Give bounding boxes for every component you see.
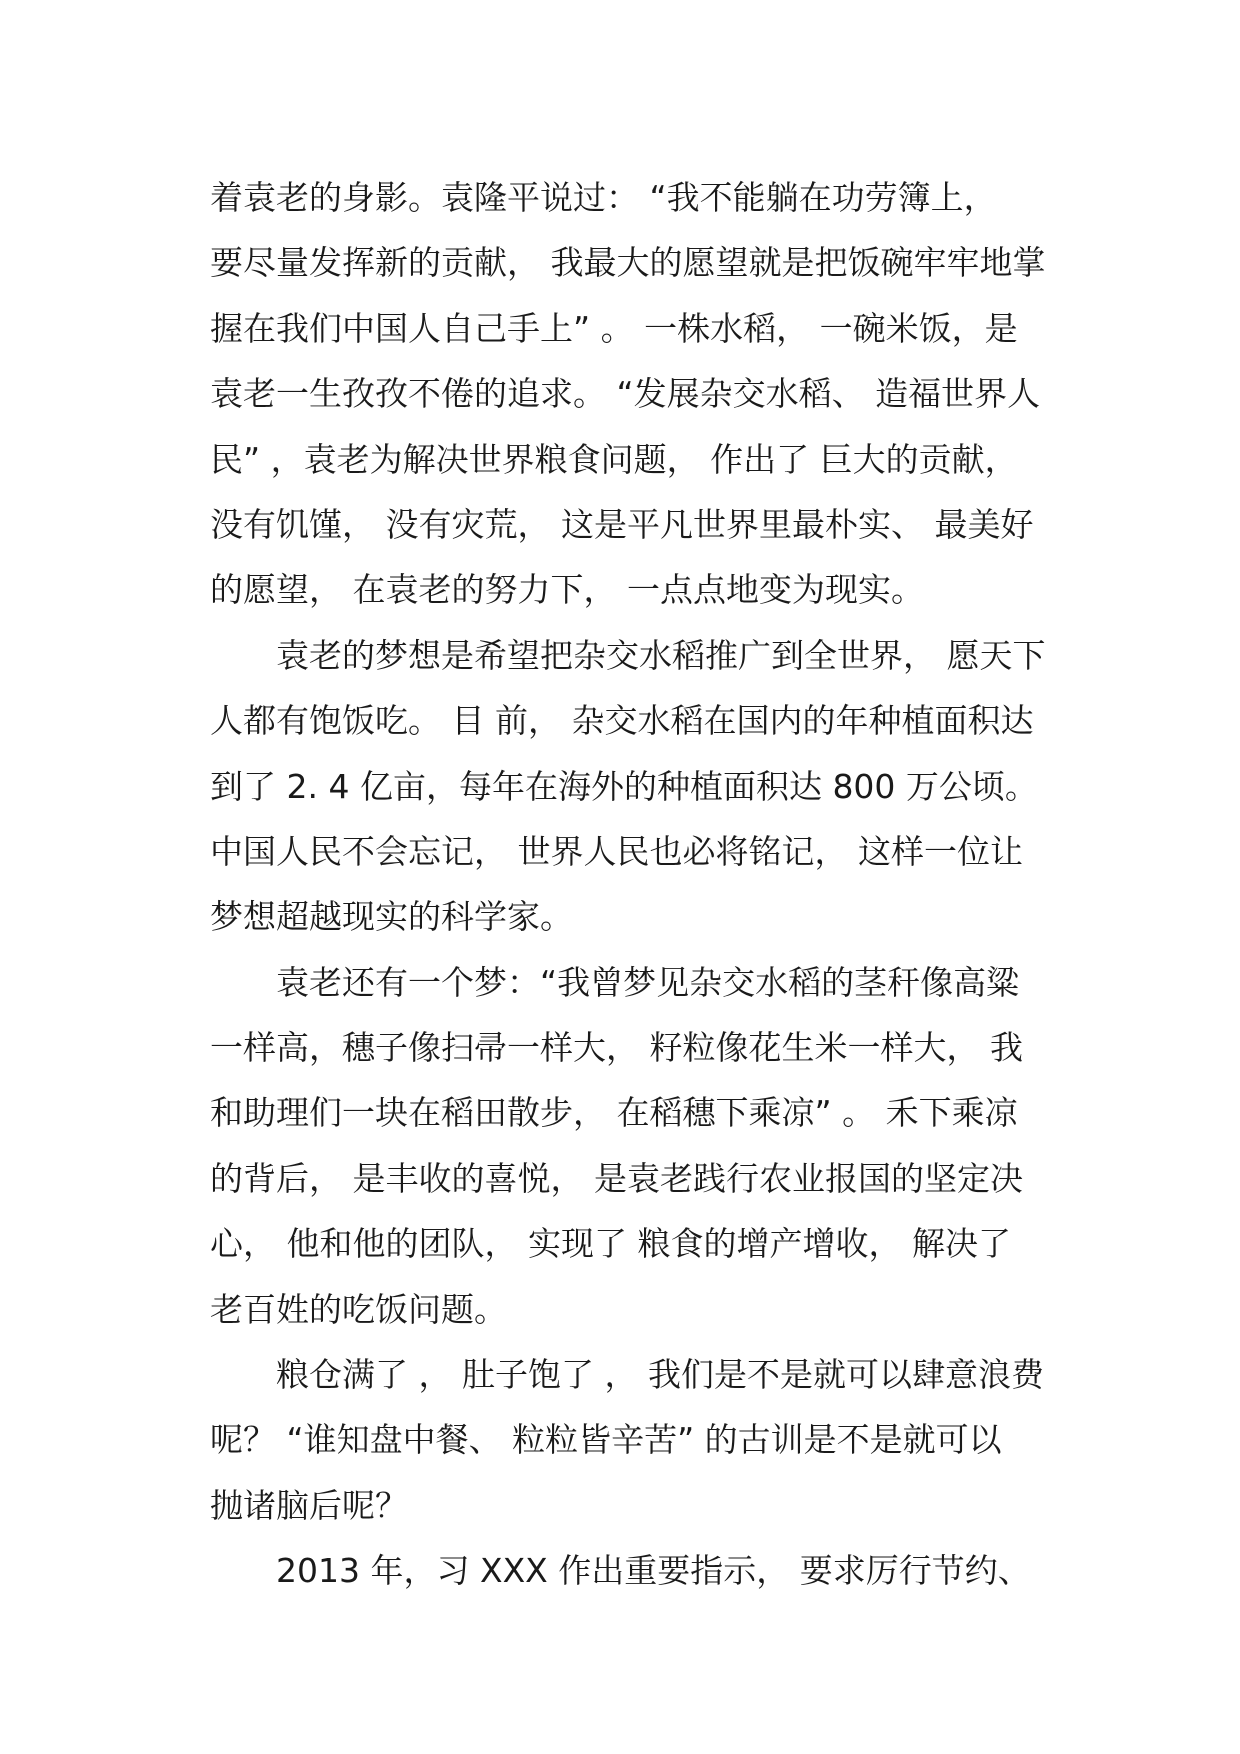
text-line: 的愿望， 在袁老的努力下， 一点点地变为现实。: [210, 570, 924, 610]
text-line: 没有饥馑， 没有灾荒， 这是平凡世界里最朴实、 最美好: [210, 504, 1034, 544]
text-line: 呢？ “谁知盘中餐、 粒粒皆辛苦” 的古训是不是就可以: [210, 1420, 1002, 1460]
text-line-first: 袁老还有一个梦：“我曾梦见杂交水稻的茎秆像高粱: [276, 962, 1020, 1002]
text-line: 到了 2. 4 亿亩，每年在海外的种植面积达 800 万公顷。: [210, 766, 1038, 806]
text-line: 握在我们中国人自己手上” 。 一株水稻， 一碗米饭，是: [210, 308, 1018, 348]
text-line: 梦想超越现实的科学家。: [210, 897, 573, 937]
paragraph-5: [210, 1538, 1070, 1603]
text-line-first: 袁老的梦想是希望把杂交水稻推广到全世界， 愿天下: [276, 635, 1046, 675]
text-line: 人都有饱饭吃。 目 前， 杂交水稻在国内的年种植面积达: [210, 701, 1034, 741]
text-line-first: 2013 年，习 XXX 作出重要指示， 要求厉行节约、: [276, 1551, 1031, 1591]
text-line: 中国人民不会忘记， 世界人民也必将铭记， 这样一位让: [210, 831, 1023, 871]
text-line: 的背后， 是丰收的喜悦， 是袁老践行农业报国的坚定决: [210, 1158, 1023, 1198]
paragraph-2: [210, 623, 1070, 950]
text-line: 袁老一生孜孜不倦的追求。 “发展杂交水稻、 造福世界人: [210, 374, 1041, 414]
text-line: 民” ，袁老为解决世界粮食问题， 作出了 巨大的贡献，: [210, 439, 1018, 479]
text-line: 要尽量发挥新的贡献， 我最大的愿望就是把饭碗牢牢地掌: [210, 243, 1046, 283]
text-line: 老百姓的吃饭问题。: [210, 1289, 507, 1329]
paragraph-1: [210, 165, 1070, 623]
paragraph-4: [210, 1342, 1070, 1538]
text-line: 和助理们一块在稻田散步， 在稻穗下乘凉” 。 禾下乘凉: [210, 1093, 1018, 1133]
paragraph-3: [210, 950, 1070, 1342]
text-line-first: 粮仓满了 ， 肚子饱了 ， 我们是不是就可以肆意浪费: [276, 1355, 1044, 1395]
text-line: 一样高，穗子像扫帚一样大， 籽粒像花生米一样大， 我: [210, 1028, 1023, 1068]
document-body: [210, 165, 1070, 1604]
text-line: 着袁老的身影。袁隆平说过： “我不能躺在功劳簿上，: [210, 178, 997, 217]
text-line: 心， 他和他的团队， 实现了 粮食的增产增收， 解决了: [210, 1224, 1011, 1264]
text-line: 抛诸脑后呢？: [210, 1485, 408, 1525]
